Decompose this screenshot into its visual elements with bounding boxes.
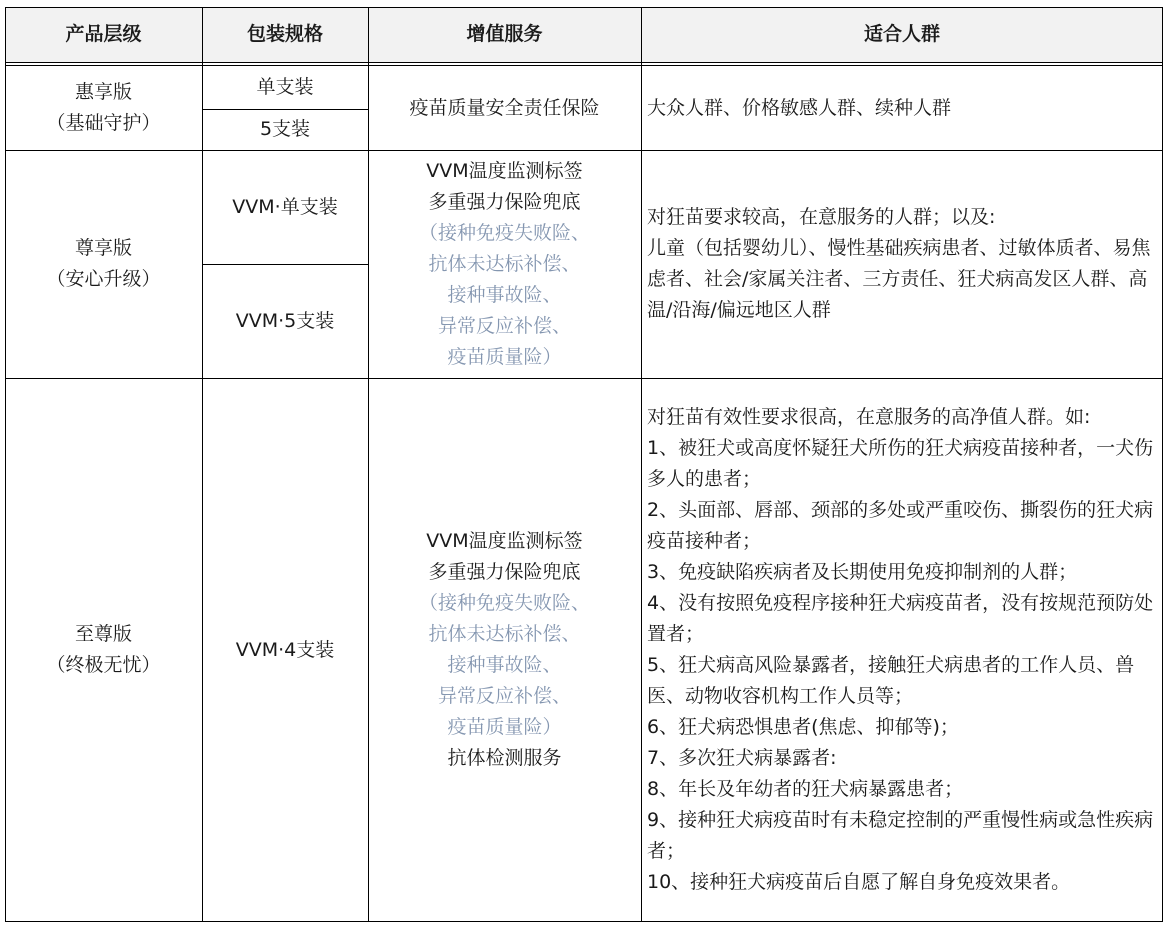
- pack-cell-five: [202, 109, 368, 150]
- tier-cell-ultimate: [5, 378, 202, 922]
- insurance-detail: （接种免疫失败险、: [418, 592, 590, 614]
- audience-cell-ultimate: [641, 378, 1163, 922]
- table-border-bottom: [5, 921, 1163, 922]
- column-divider: [368, 7, 369, 922]
- tier-name: 尊享版: [74, 237, 132, 259]
- tier-name: 至尊版: [74, 623, 132, 645]
- service-item: 抗体检测服务: [447, 747, 562, 769]
- service-item: 疫苗质量安全责任保险: [409, 96, 600, 119]
- service-item: 多重强力保险兜底: [428, 190, 581, 213]
- audience-text: 儿童（包括婴幼儿）、慢性基础疾病患者、过敏体质者、易焦虑者、社会/家属关注者、三方责任、狂犬病高发区人群、高温/沿海/偏远地区人群: [647, 237, 1151, 321]
- pack-cell-vvm-single: [202, 150, 368, 264]
- audience-text: 大众人群、价格敏感人群、续种人群: [647, 96, 952, 119]
- audience-cell-basic: [641, 66, 1163, 150]
- pack-cell-single: [202, 66, 368, 109]
- service-item: VVM温度监测标签: [426, 530, 583, 552]
- product-table: [5, 7, 1163, 922]
- audience-item: 5、狂犬病高风险暴露者，接触狂犬病患者的工作人员、兽医、动物收容机构工作人员等；: [647, 654, 1135, 707]
- audience-item: 9、接种狂犬病疫苗时有未稳定控制的严重慢性病或急性疾病者；: [647, 809, 1154, 862]
- pack-label: 单支装: [256, 76, 314, 98]
- audience-item: 10、接种狂犬病疫苗后自愿了解自身免疫效果者。: [647, 871, 1071, 893]
- header-pack-label: 包装规格: [246, 23, 323, 45]
- tier-subtitle: （基础守护）: [46, 112, 161, 134]
- service-item: VVM温度监测标签: [426, 159, 583, 182]
- insurance-detail: 接种事故险、: [447, 283, 562, 306]
- column-divider: [202, 7, 203, 922]
- insurance-detail: （接种免疫失败险、: [418, 221, 590, 244]
- insurance-detail: 异常反应补偿、: [437, 314, 571, 337]
- insurance-detail: 抗体未达标补偿、: [428, 623, 581, 645]
- insurance-detail: 异常反应补偿、: [437, 685, 571, 707]
- pack-cell-vvm-five: [202, 264, 368, 378]
- header-divider: [5, 62, 1163, 63]
- service-item: 多重强力保险兜底: [428, 561, 581, 583]
- header-tier: [5, 7, 202, 62]
- audience-cell-premium: [641, 150, 1163, 378]
- audience-item: 8、年长及年幼者的狂犬病暴露患者；: [647, 778, 964, 800]
- audience-text: 对狂苗要求较高，在意服务的人群；以及:: [647, 206, 996, 228]
- column-divider: [641, 7, 642, 922]
- insurance-detail: 抗体未达标补偿、: [428, 252, 581, 275]
- audience-item: 1、被狂犬或高度怀疑狂犬所伤的狂犬病疫苗接种者，一犬伤多人的患者；: [647, 437, 1154, 490]
- audience-text: 对狂苗有效性要求很高，在意服务的高净值人群。如:: [647, 406, 1091, 428]
- pack-cell-vvm-four: [202, 378, 368, 922]
- header-service: [368, 7, 641, 62]
- pack-divider: [202, 109, 368, 110]
- header-audience: [641, 7, 1163, 62]
- tier-cell-premium: [5, 150, 202, 378]
- audience-item: 7、多次狂犬病暴露者:: [647, 747, 837, 769]
- audience-item: 3、免疫缺陷疾病者及长期使用免疫抑制剂的人群；: [647, 561, 1078, 583]
- header-pack: [202, 7, 368, 62]
- row-divider: [5, 150, 1163, 151]
- audience-item: 2、头面部、唇部、颈部的多处或严重咬伤、撕裂伤的狂犬病疫苗接种者；: [647, 499, 1154, 552]
- service-cell-premium: [368, 150, 641, 378]
- table-border-top: [5, 7, 1163, 8]
- insurance-detail: 接种事故险、: [447, 654, 562, 676]
- tier-subtitle: （安心升级）: [46, 268, 161, 290]
- header-divider-double: [5, 65, 1163, 66]
- service-cell-basic: [368, 66, 641, 150]
- tier-name: 惠享版: [74, 81, 132, 103]
- pack-label: 5支装: [259, 118, 311, 140]
- service-cell-ultimate: [368, 378, 641, 922]
- header-audience-label: 适合人群: [863, 23, 940, 45]
- table-border-left: [5, 7, 6, 922]
- tier-cell-basic: [5, 66, 202, 150]
- insurance-detail: 疫苗质量险）: [447, 716, 562, 738]
- insurance-detail: 疫苗质量险）: [447, 345, 562, 368]
- pack-divider: [202, 264, 368, 265]
- header-service-label: 增值服务: [466, 23, 543, 45]
- tier-subtitle: （终极无忧）: [46, 654, 161, 676]
- row-divider: [5, 378, 1163, 379]
- pack-label: VVM·5支装: [235, 309, 335, 332]
- audience-item: 4、没有按照免疫程序接种狂犬病疫苗者，没有按规范预防处置者；: [647, 592, 1154, 645]
- pack-label: VVM·单支装: [232, 195, 338, 218]
- audience-item: 6、狂犬病恐惧患者(焦虑、抑郁等)；: [647, 716, 959, 738]
- pack-label: VVM·4支装: [235, 638, 335, 661]
- header-tier-label: 产品层级: [65, 23, 142, 45]
- table-border-right: [1162, 7, 1163, 922]
